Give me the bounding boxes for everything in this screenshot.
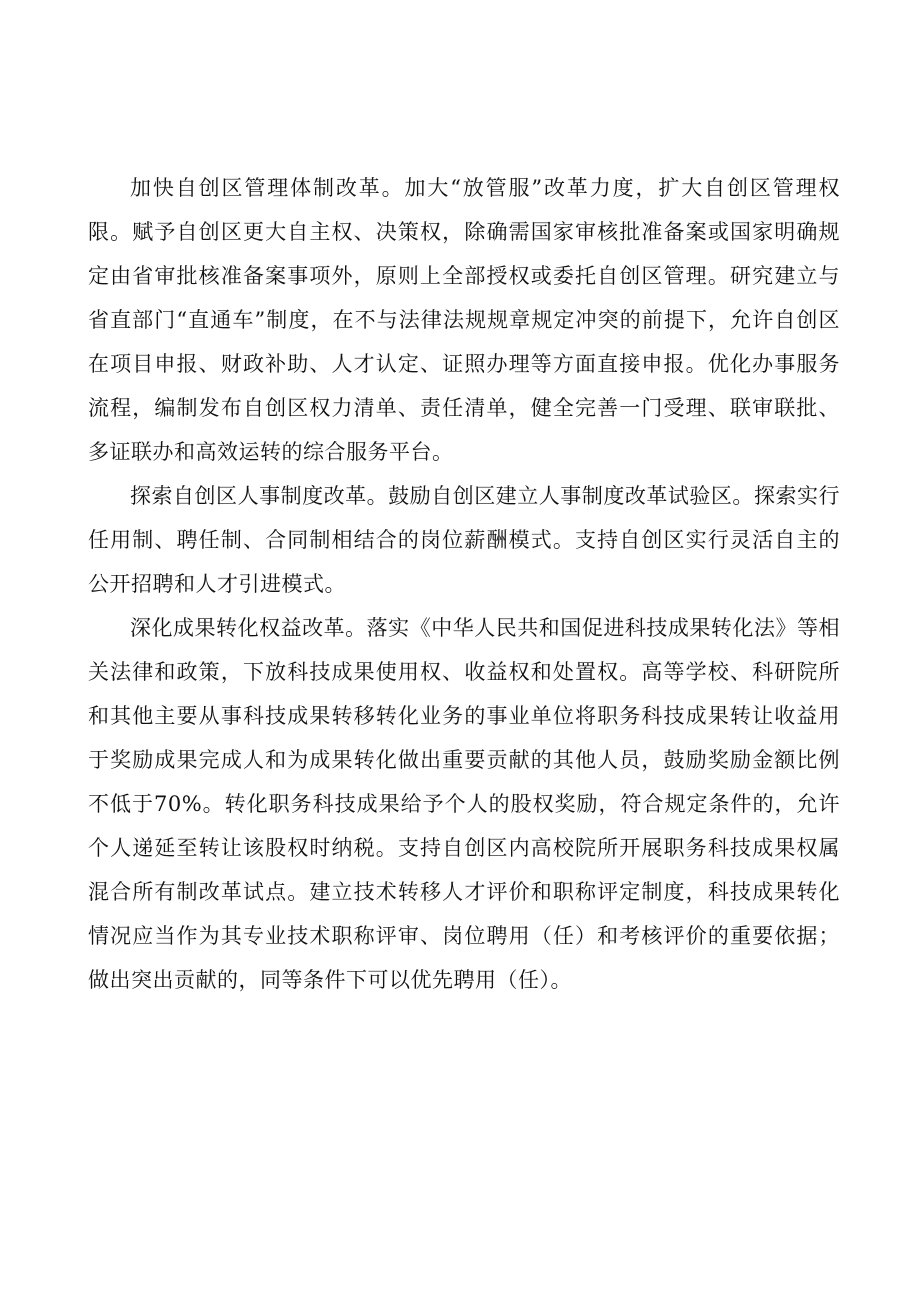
paragraph-achievement-transfer-reform: 深化成果转化权益改革。落实《中华人民共和国促进科技成果转化法》等相关法律和政策，下放科技成果使用权、收益权和处置权。高等学校、科研院所和其他主要从事科技成果转移转化业务的事业单位将职务科技成果转让收益用于奖励成果完成人和为成果转化做出重要贡献的其他人员，鼓励奖励金额比例不低于70%。转化职务科技成果给予个人的股权奖励，符合规定条件的，允许个人递延至转让该股权时纳税。支持自创区内高校院所开展职务科技成果权属混合所有制改革试点。建立技术转移人才评价和职称评定制度，科技成果转化情况应当作为其专业技术职称评审、岗位聘用（任）和考核评价的重要依据；做出突出贡献的，同等条件下可以优先聘用（任）。: [88, 616, 840, 992]
document-body: [88, 166, 840, 1002]
paragraph-management-reform: 加快自创区管理体制改革。加大“放管服”改革力度，扩大自创区管理权限。赋予自创区更大自主权、决策权，除确需国家审核批准备案或国家明确规定由省审批核准备案事项外，原则上全部授权或委托自创区管理。研究建立与省直部门“直通车”制度，在不与法律法规规章规定冲突的前提下，允许自创区在项目申报、财政补助、人才认定、证照办理等方面直接申报。优化办事服务流程，编制发布自创区权力清单、责任清单，健全完善一门受理、联审联批、多证联办和高效运转的综合服务平台。: [88, 176, 840, 464]
paragraph-personnel-reform: 探索自创区人事制度改革。鼓励自创区建立人事制度改革试验区。探索实行任用制、聘任制、合同制相结合的岗位薪酬模式。支持自创区实行灵活自主的公开招聘和人才引进模式。: [88, 484, 840, 596]
